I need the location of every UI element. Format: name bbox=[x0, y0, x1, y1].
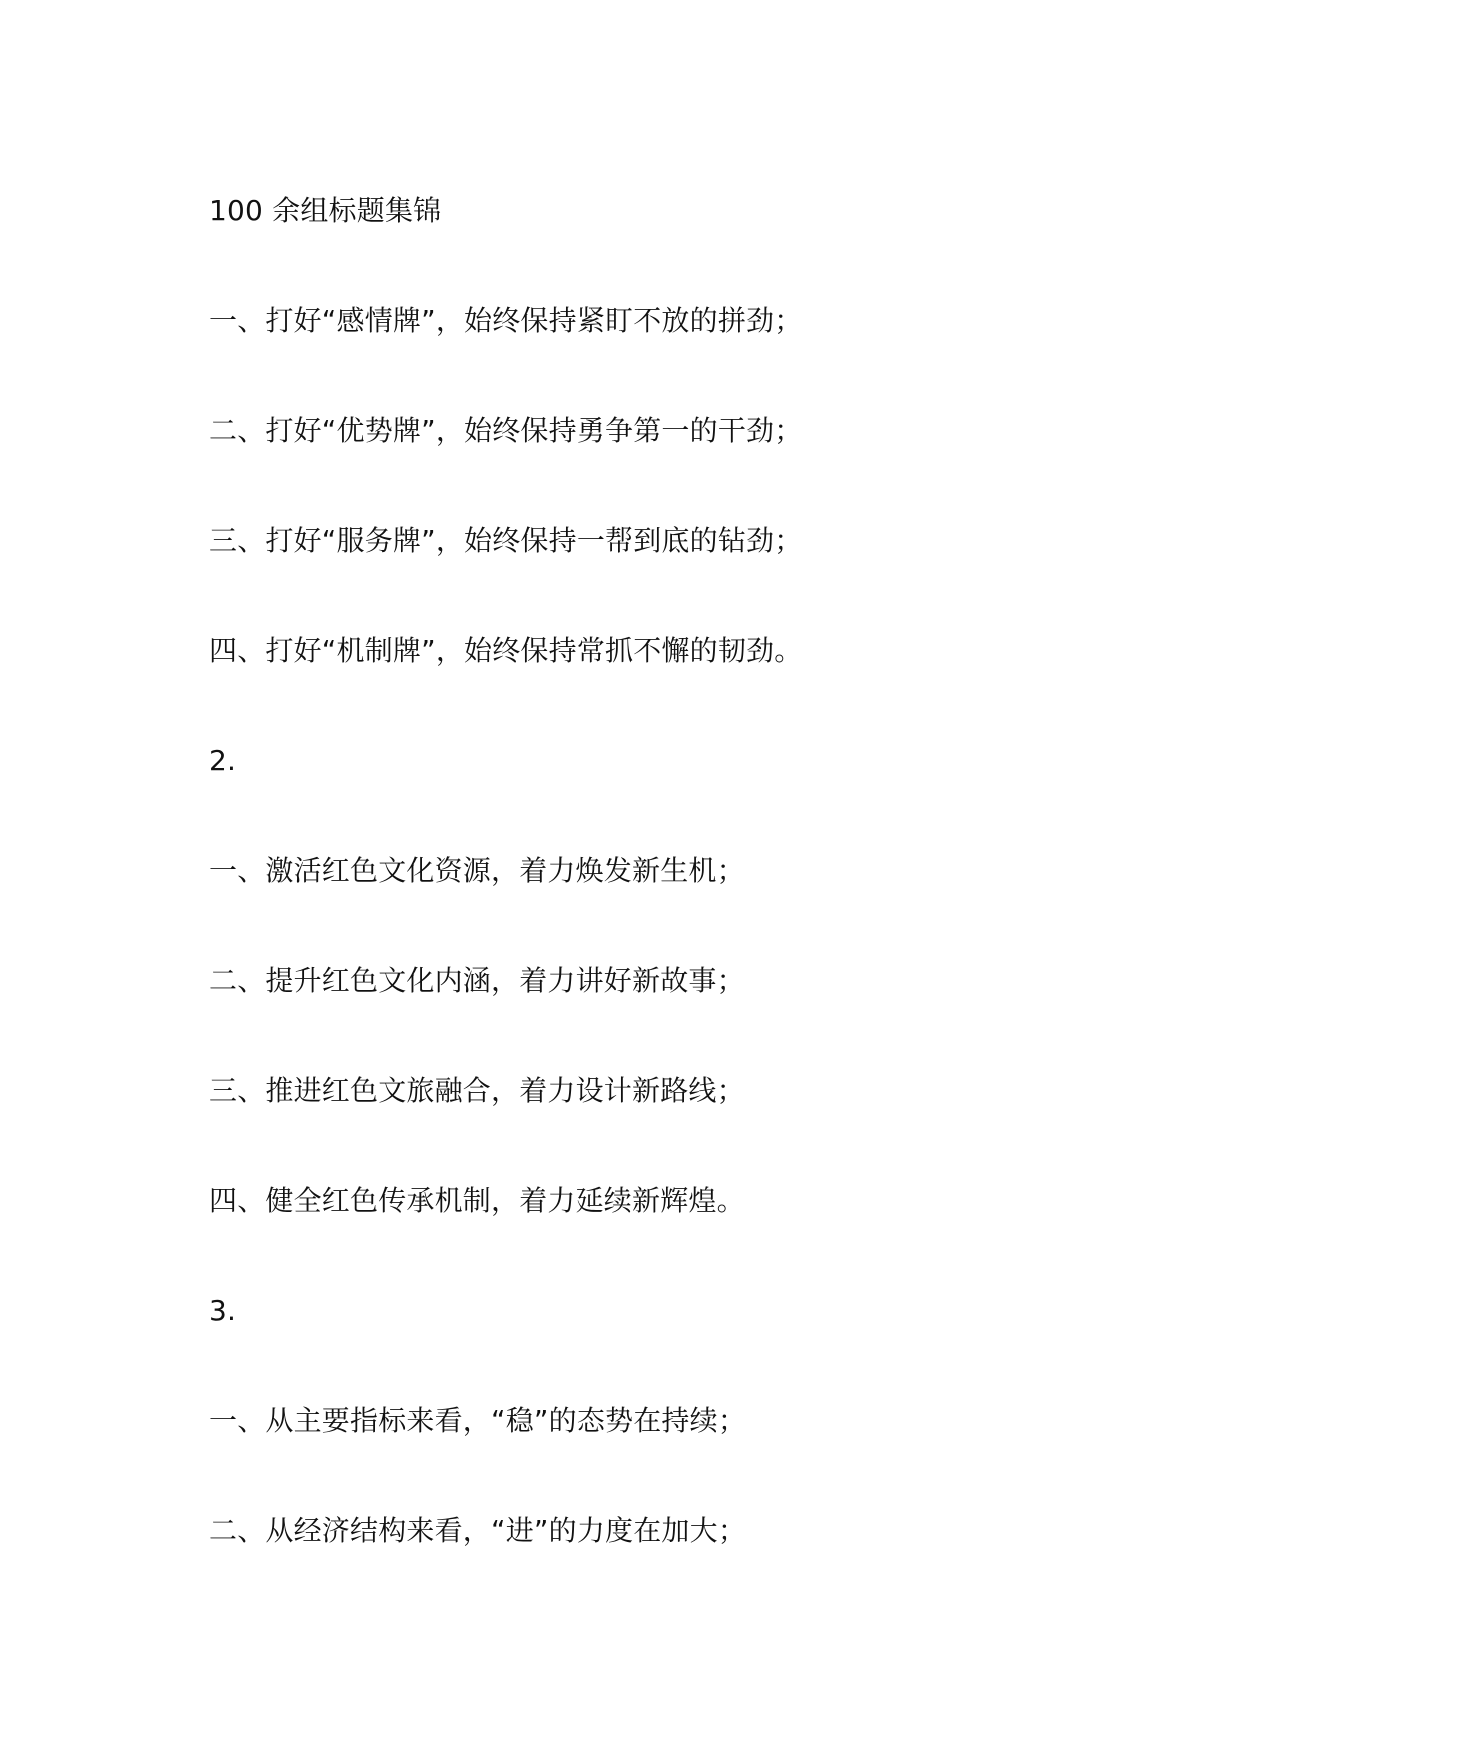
document-body bbox=[209, 187, 1309, 1617]
section-number: 2. bbox=[209, 744, 237, 777]
text-line: 三、打好“服务牌”，始终保持一帮到底的钻劲； bbox=[209, 524, 803, 557]
text-line: 三、推进红色文旅融合，着力设计新路线； bbox=[209, 1074, 745, 1107]
text-line: 一、激活红色文化资源，着力焕发新生机； bbox=[209, 854, 745, 887]
text-line: 四、健全红色传承机制，着力延续新辉煌。 bbox=[209, 1184, 745, 1217]
text-line: 一、打好“感情牌”，始终保持紧盯不放的拼劲； bbox=[209, 304, 803, 337]
text-line: 一、从主要指标来看，“稳”的态势在持续； bbox=[209, 1404, 747, 1437]
document-title: 100 余组标题集锦 bbox=[209, 194, 442, 227]
section-number: 3. bbox=[209, 1294, 237, 1327]
text-line: 二、从经济结构来看，“进”的力度在加大； bbox=[209, 1514, 747, 1547]
text-line: 四、打好“机制牌”，始终保持常抓不懈的韧劲。 bbox=[209, 634, 803, 667]
text-line: 二、打好“优势牌”，始终保持勇争第一的干劲； bbox=[209, 414, 803, 447]
text-line: 二、提升红色文化内涵，着力讲好新故事； bbox=[209, 964, 745, 997]
